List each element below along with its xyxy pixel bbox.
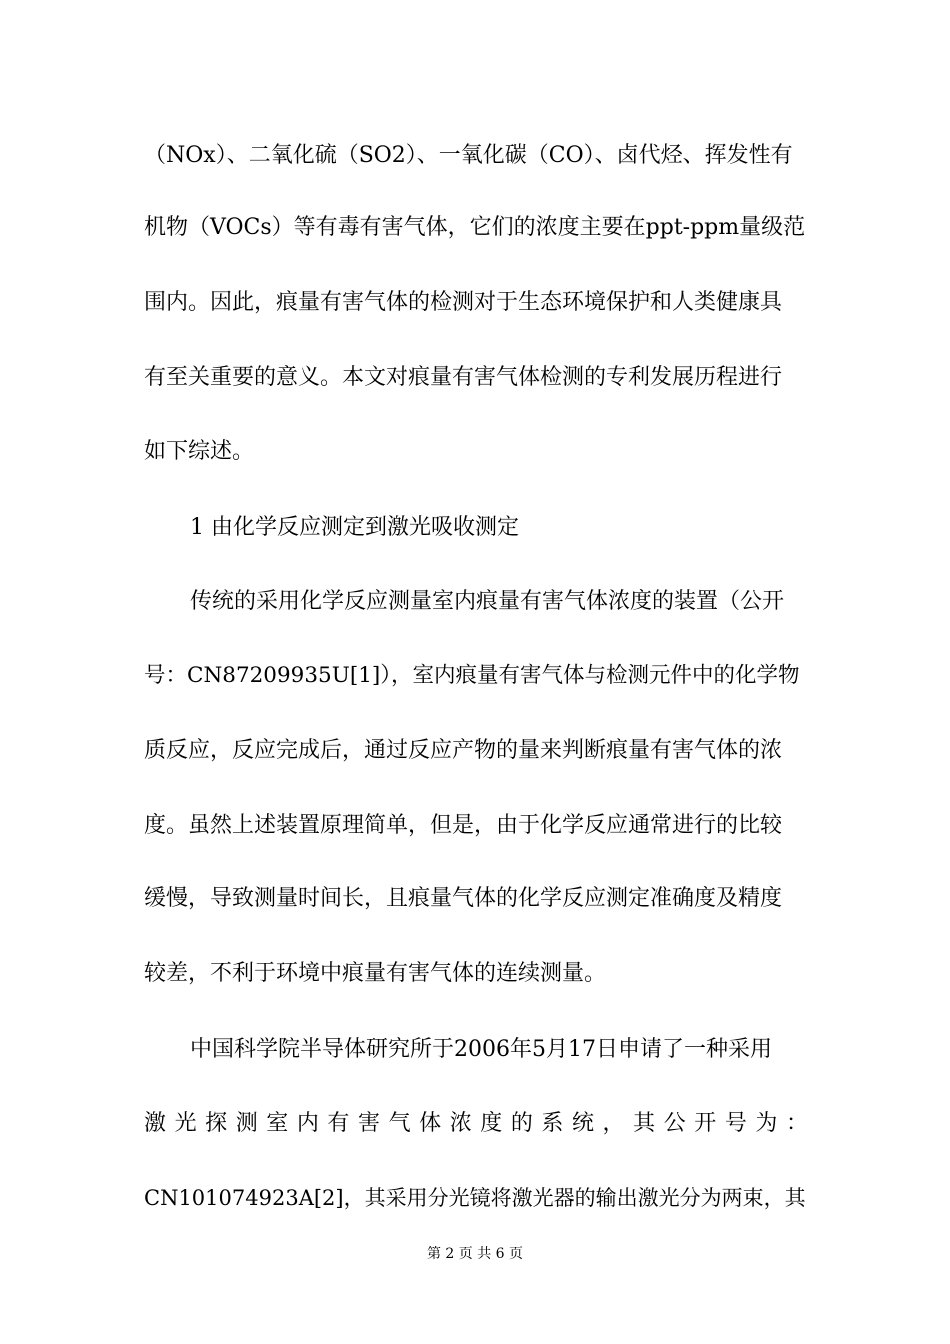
text-line: （NOx）、二氧化硫（SO2）、一氧化碳（CO）、卤代烃、挥发性有: [144, 143, 793, 168]
text-line: 度。虽然上述装置原理简单，但是，由于化学反应通常进行的比较: [144, 813, 783, 838]
text-line: 较差，不利于环境中痕量有害气体的连续测量。: [144, 961, 607, 986]
page-number-footer: 第 2 页 共 6 页: [426, 1246, 524, 1262]
text-line: 有至关重要的意义。本文对痕量有害气体检测的专利发展历程进行: [144, 365, 783, 390]
text-line: 传统的采用化学反应测量室内痕量有害气体浓度的装置（公开: [190, 589, 785, 614]
text-line: CN101074923A[2]，其采用分光镜将激光器的输出激光分为两束，其: [144, 1186, 806, 1210]
text-line: 围内。因此，痕量有害气体的检测对于生态环境保护和人类健康具: [144, 290, 783, 315]
text-line: 号：CN87209935U[1]），室内痕量有害气体与检测元件中的化学物: [144, 663, 800, 688]
text-line: 质反应，反应完成后，通过反应产物的量来判断痕量有害气体的浓: [144, 738, 783, 763]
text-line: 中国科学院半导体研究所于2006年5月17日申请了一种采用: [190, 1037, 772, 1062]
text-line: 如下综述。: [144, 439, 255, 464]
text-line: 缓慢，导致测量时间长，且痕量气体的化学反应测定准确度及精度: [144, 886, 783, 911]
section-heading: 1 由化学反应测定到激光吸收测定: [190, 515, 519, 540]
text-line: 机物（VOCs）等有毒有害气体，它们的浓度主要在ppt-ppm量级范: [144, 215, 806, 240]
text-line: 激光探测室内有害气体浓度的系统，其公开号为：: [144, 1111, 808, 1136]
